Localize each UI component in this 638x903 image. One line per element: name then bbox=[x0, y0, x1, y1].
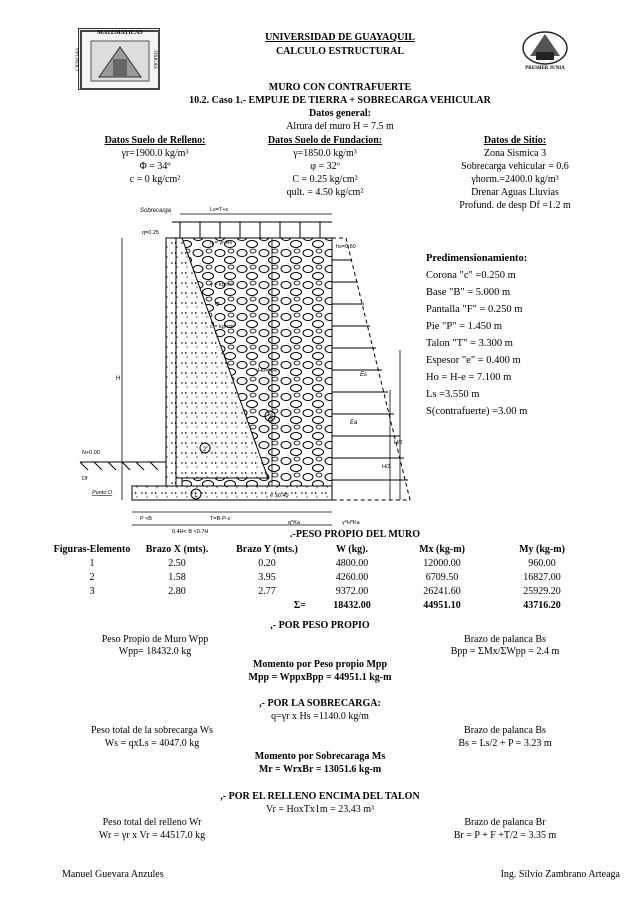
school-logo bbox=[520, 28, 570, 76]
s3-left-2: Wr = γr x Vr = 44517.0 kg bbox=[98, 830, 206, 841]
predim-item: Pantalla "F" = 0.250 m bbox=[426, 304, 523, 315]
fundacion-block bbox=[240, 134, 410, 199]
sum-w: 18432.00 bbox=[333, 599, 371, 611]
relleno-block bbox=[70, 134, 240, 186]
s1-right-1: Brazo de palanca Bs bbox=[464, 634, 546, 645]
school-logo-icon bbox=[520, 28, 570, 68]
s1-mid-2: Mpp = WppxBpp = 44951.1 kg-m bbox=[248, 672, 392, 683]
s1-mid-1: Momento por Peso propio Mpp bbox=[252, 659, 388, 670]
wall-height: Alrura del muro H = 7.5 m bbox=[286, 121, 394, 132]
wall-diagram bbox=[60, 200, 430, 535]
predim-block bbox=[426, 250, 596, 420]
table-cell: 3.95 bbox=[258, 571, 276, 583]
q-label: q=0.25 bbox=[142, 230, 159, 236]
footer-teacher: Ing. Silvio Zambrano Arteaga bbox=[500, 869, 620, 880]
table-cell: 12000.00 bbox=[423, 557, 461, 569]
surcharge-arrows bbox=[172, 222, 332, 238]
s2-right-2: Bs = Ls/2 + P = 3.23 m bbox=[458, 738, 552, 749]
n0-label: N+0.00 bbox=[82, 450, 100, 456]
h2-label: H/2 bbox=[394, 440, 403, 446]
phi-label: Φ bbox=[215, 302, 220, 308]
predim-item: Corona "c" =0.250 m bbox=[426, 270, 516, 281]
e-label: e >0.40 bbox=[270, 493, 289, 499]
p-label: P <B bbox=[140, 516, 152, 522]
relleno-line-1: γr=1900.0 kg/m³ bbox=[121, 148, 189, 159]
table-cell: 2 bbox=[89, 571, 95, 583]
table-row bbox=[52, 570, 592, 584]
predim-item: Espesor "e" = 0.400 m bbox=[426, 355, 521, 366]
peso-muro-title: .-PESO PROPIO DEL MURO bbox=[289, 529, 420, 540]
fundacion-line-4: qult. = 4.50 kg/cm² bbox=[286, 187, 364, 198]
sum-label: Σ= bbox=[293, 599, 306, 611]
table-header: Mx (kg-m) bbox=[419, 543, 465, 555]
sum-mx: 44951.10 bbox=[423, 599, 461, 611]
fundacion-line-3: C = 0.25 kg/cm² bbox=[292, 174, 358, 185]
t-label: T=B-P-c bbox=[210, 516, 231, 522]
h3-label: H/3 bbox=[382, 464, 391, 470]
s3-formula: Vr = HoxTx1m = 23.43 m³ bbox=[265, 804, 375, 815]
predim-item: Pie "P" = 1.450 m bbox=[426, 321, 503, 332]
logo-text-top: MATEMATICAS bbox=[97, 30, 143, 36]
table-header: Figuras-Elemento bbox=[53, 543, 131, 555]
sitio-line-5: Profund. de desp Df =1.2 m bbox=[459, 200, 571, 211]
predim-title: Predimensionamiento: bbox=[426, 253, 528, 264]
s2-mid-1: Momento por Sobrecaraga Ms bbox=[254, 751, 386, 762]
predim-item: Ho = H-e = 7.100 m bbox=[426, 372, 512, 383]
fig-3-num: 3 bbox=[268, 415, 272, 421]
table-sum-row bbox=[52, 598, 592, 612]
sitio-line-3: γhorm.=2400.0 kg/m³ bbox=[471, 174, 559, 185]
s2-left-1: Peso total de la sobrecarga Ws bbox=[90, 725, 214, 736]
table-row bbox=[52, 584, 592, 598]
s1-left-1: Peso Propio de Muro Wpp bbox=[101, 634, 209, 645]
table-row bbox=[52, 556, 592, 570]
footer-author: Manuel Guevara Anzules bbox=[62, 869, 164, 880]
fig-2-num: 2 bbox=[203, 447, 207, 453]
qka-label: q*Ka bbox=[288, 520, 300, 526]
sitio-line-2: Sobrecarga vehicular = 0.6 bbox=[461, 161, 569, 172]
doc-title: MURO CON CONTRAFUERTE bbox=[268, 82, 412, 93]
relleno-line-3: c = 0 kg/cm² bbox=[129, 174, 181, 185]
table-cell: 960.00 bbox=[528, 557, 556, 569]
sum-my: 43716.20 bbox=[523, 599, 561, 611]
table-header-row bbox=[52, 542, 592, 556]
table-header: My (kg-m) bbox=[519, 543, 565, 555]
s3-right-2: Br = P + F +T/2 = 3.35 m bbox=[453, 830, 557, 841]
sitio-line-1: Zona Sismica 3 bbox=[483, 148, 547, 159]
table-header: Brazo Y (mts.) bbox=[236, 543, 298, 555]
fundacion-line-2: φ = 32º bbox=[310, 161, 340, 172]
predim-item: S(contrafuerte) =3.00 m bbox=[426, 406, 528, 417]
es-label: Es bbox=[360, 372, 368, 378]
peso-muro-table bbox=[52, 542, 592, 612]
fundacion-title: Datos Suelo de Fundacion: bbox=[267, 135, 383, 146]
predim-item: Talon "T" = 3.300 m bbox=[426, 338, 513, 349]
s1-title: ,- POR PESO PROPIO bbox=[270, 620, 370, 631]
predim-item: Base "B" = 5.000 m bbox=[426, 287, 511, 298]
university-name: UNIVERSIDAD DE GUAYAQUIL bbox=[265, 32, 415, 43]
s2-right-1: Brazo de palanca Bs bbox=[464, 725, 546, 736]
table-cell: 3 bbox=[89, 585, 95, 597]
b-label: 0.4H< B <0.7H bbox=[172, 529, 209, 535]
fundacion-line-1: γ=1850.0 kg/m³ bbox=[293, 148, 357, 159]
table-cell: 16827.00 bbox=[523, 571, 561, 583]
stem bbox=[166, 238, 176, 486]
table-cell: 25929.20 bbox=[523, 585, 561, 597]
relleno-title: Datos Suelo de Relleno: bbox=[104, 135, 206, 146]
table-cell: 0.20 bbox=[258, 557, 276, 569]
table-cell: 2.77 bbox=[258, 585, 276, 597]
hhe-label: Ho=H-e bbox=[258, 368, 278, 374]
s1-right-2: Bpp = ΣMx/ΣWpp = 2.4 m bbox=[450, 646, 560, 657]
table-cell: 9372.00 bbox=[335, 585, 369, 597]
s3-title: ,- POR EL RELLENO ENCIMA DEL TALON bbox=[220, 791, 420, 802]
table-cell: 1.58 bbox=[168, 571, 186, 583]
ls-label: Ls=T+c bbox=[210, 207, 229, 213]
table-header: W (kg). bbox=[335, 543, 369, 555]
logo-text-right: FISICAS bbox=[151, 50, 157, 69]
df-label: Df bbox=[82, 476, 88, 482]
university-logo-icon bbox=[79, 29, 161, 91]
fig-1-num: 1 bbox=[194, 493, 198, 499]
s2-left-2: Ws = qxLs = 4047.0 kg bbox=[104, 738, 200, 749]
school-logo-text: PRESBER JUNIA bbox=[525, 66, 565, 71]
table-cell: 4800.00 bbox=[335, 557, 369, 569]
university-logo bbox=[78, 28, 160, 90]
logo-text-left: CIENCIAS bbox=[76, 47, 82, 72]
table-cell: 26241.60 bbox=[423, 585, 461, 597]
s1-left-2: Wpp= 18432.0 kg bbox=[118, 646, 192, 657]
sitio-title: Datos de Sitio: bbox=[483, 135, 547, 146]
hka-label: γ*H*Ka bbox=[342, 520, 360, 526]
hs-label: hs=0.60 bbox=[336, 244, 356, 250]
ea-label: Ea bbox=[350, 420, 358, 426]
sobrecarga-label: Sobrecarga bbox=[140, 208, 172, 214]
general-title: Datos general: bbox=[309, 108, 371, 119]
h-label: H bbox=[116, 376, 121, 382]
predim-item: Ls =3.550 m bbox=[426, 389, 480, 400]
s2-title: ,- POR LA SOBRECARGA: bbox=[259, 698, 381, 709]
table-cell: 2.50 bbox=[168, 557, 186, 569]
table-cell: 4260.00 bbox=[335, 571, 369, 583]
pressure-diagram bbox=[332, 238, 410, 500]
table-cell: 2.80 bbox=[168, 585, 186, 597]
subject-name: CALCULO ESTRUCTURAL bbox=[275, 46, 405, 57]
sitio-line-4: Drenar Aguas Lluvias bbox=[471, 187, 559, 198]
punto-o-label: Punto O bbox=[92, 490, 113, 496]
qhs-label: q = γr Hs bbox=[210, 240, 233, 246]
rho-label: γ = kg/m³ bbox=[210, 282, 233, 288]
c-label: c = kg/cm² bbox=[210, 324, 236, 330]
base-slab bbox=[132, 486, 332, 500]
relleno-line-2: Φ = 34º bbox=[139, 161, 171, 172]
table-cell: 6709.50 bbox=[425, 571, 459, 583]
sitio-block bbox=[430, 134, 600, 212]
s3-left-1: Peso total del relleno Wr bbox=[102, 817, 202, 828]
s3-right-1: Brazo de palanca Br bbox=[464, 817, 546, 828]
s2-formula: q=γr x Hs =1140.0 kg/m bbox=[271, 711, 369, 722]
table-header: Brazo X (mts). bbox=[145, 543, 209, 555]
case-title: 10.2. Caso 1.- EMPUJE DE TIERRA + SOBRECARGA VEHICULAR bbox=[189, 95, 491, 106]
table-cell: 1 bbox=[89, 557, 95, 569]
s2-mid-2: Mr = WrxBr = 13051.6 kg-m bbox=[258, 764, 382, 775]
